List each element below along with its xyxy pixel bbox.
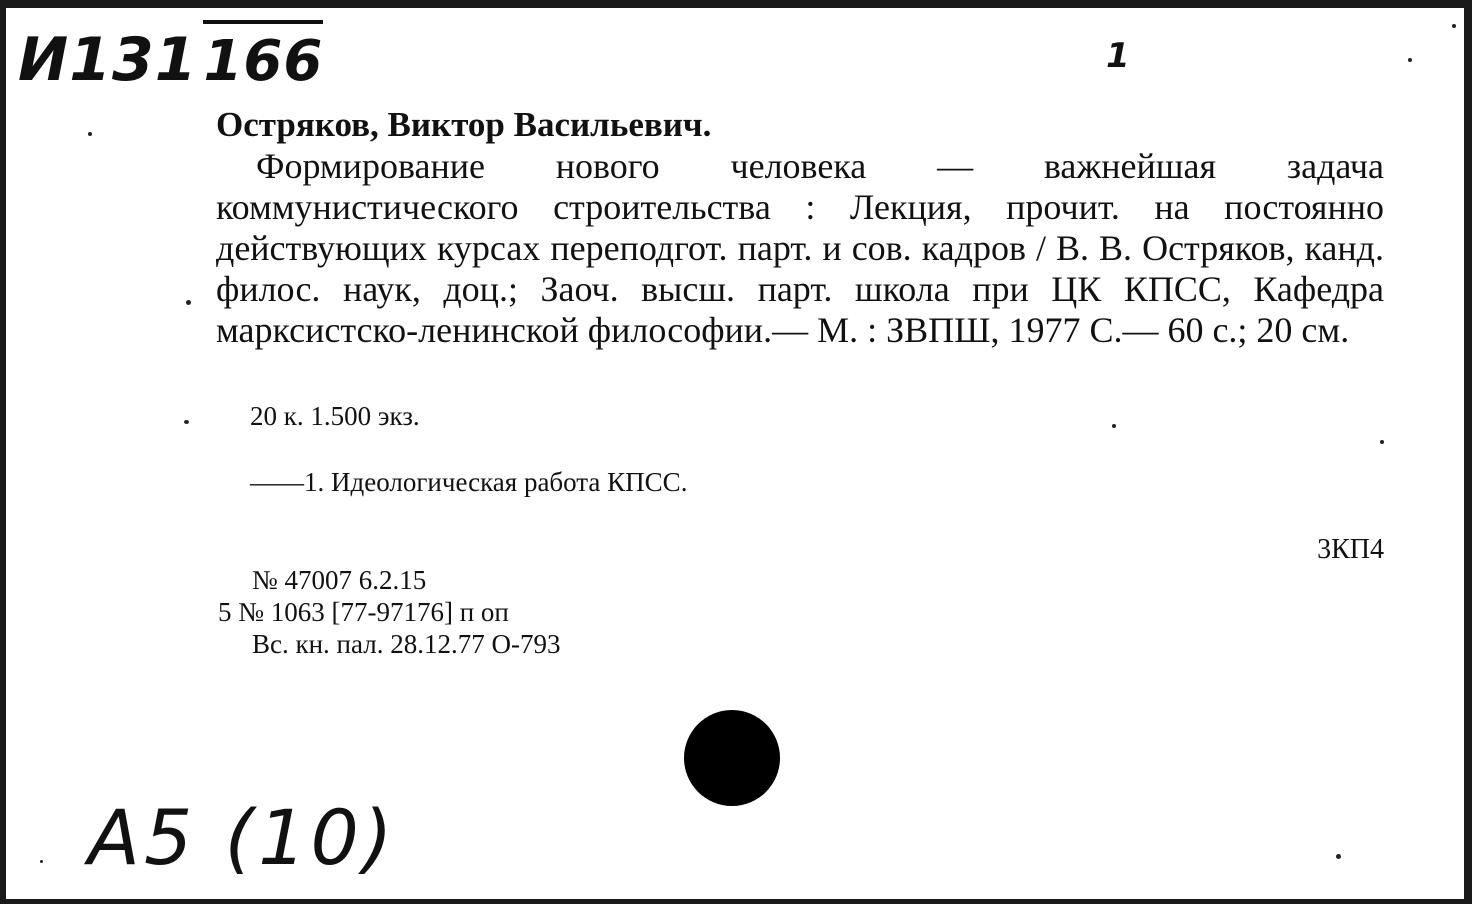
description-text: Формирование нового человека — важнейшая задача коммунистического строительства : Лекция, прочит. на постоянно действующих курсах переподгот. парт. и сов. кадров / В. В. Остряков, канд. филос. наук, доц.; Заоч. высш. парт. школа при ЦК КПСС, Кафедра марксистско-ленинской философии.— М. : ЗВПШ, 1977 С.— 60 с.; 20 см. <box>216 146 1384 350</box>
price-and-print-run: 20 к. 1.500 экз. <box>250 401 420 431</box>
card-edge-top <box>0 0 1472 8</box>
record-number-3: Вс. кн. пал. 28.12.77 О-793 <box>252 629 561 659</box>
card-edge-bottom <box>0 899 1472 904</box>
handwritten-bottom-mark: А5 (10) <box>88 793 397 882</box>
record-number-2: 5 № 1063 [77-97176] п оп <box>218 597 509 627</box>
scan-speck <box>186 300 191 305</box>
shelf-mark-fraction: 166 <box>203 20 323 90</box>
scan-speck <box>1452 24 1456 28</box>
scan-speck <box>1336 854 1341 859</box>
card-punch-hole <box>684 710 780 806</box>
card-edge-left <box>0 0 6 904</box>
classification-code: 3КП4 <box>1317 534 1384 565</box>
subject-heading: ——1. Идеологическая работа КПСС. <box>250 467 688 497</box>
author-heading: Остряков, Виктор Васильевич. <box>216 105 712 144</box>
record-number-1: № 47007 6.2.15 <box>252 565 427 595</box>
scan-speck <box>1408 58 1412 62</box>
card-number: 1 <box>1106 36 1130 76</box>
shelf-mark-main: И131 <box>18 25 198 95</box>
bibliographic-record <box>216 104 1384 351</box>
scan-speck <box>1380 440 1384 444</box>
scan-speck <box>40 860 43 863</box>
card-edge-right <box>1464 0 1472 904</box>
scan-speck <box>88 132 92 136</box>
scan-speck <box>1112 424 1116 428</box>
scan-speck <box>184 420 189 424</box>
description-paragraph <box>216 146 1384 351</box>
handwritten-shelf-mark <box>18 20 324 95</box>
